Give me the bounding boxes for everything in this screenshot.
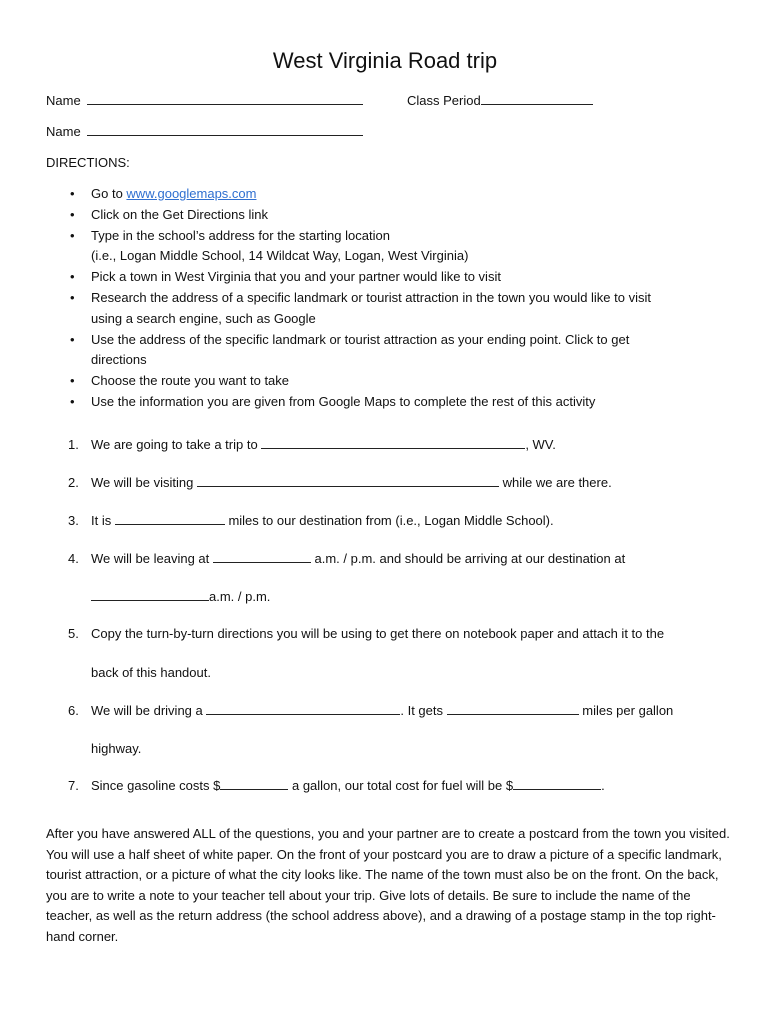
list-item: • Use the address of the specific landmark or tourist attraction as your ending point. Click to get directions [46,330,736,372]
question-4: 4. We will be leaving at a.m. / p.m. and should be arriving at our destination at [68,551,626,566]
page-title: West Virginia Road trip [272,48,498,73]
list-item: • Type in the school’s address for the starting location (i.e., Logan Middle School, 14 Wildcat Way, Logan, West Virginia) [46,226,736,268]
class-period-line [407,93,593,108]
class-period-label: Class Period [407,93,481,108]
question-4-continued: a.m. / p.m. [91,589,270,604]
question-5-continued: back of this handout. [91,665,211,680]
name-label: Name [46,124,81,139]
list-item: • Go to www.googlemaps.com [46,184,736,205]
leaving-time-blank[interactable] [213,551,311,563]
list-item: • Choose the route you want to take [46,371,736,392]
directions-list [46,184,736,413]
list-item: • Pick a town in West Virginia that you and your partner would like to visit [46,267,736,288]
question-2: 2. We will be visiting while we are there. [68,475,612,490]
vehicle-blank[interactable] [206,703,400,715]
question-5: 5. Copy the turn-by-turn directions you will be using to get there on notebook paper and attach it to the [68,626,665,641]
landmark-blank[interactable] [197,475,499,487]
googlemaps-link[interactable]: www.googlemaps.com [126,186,257,201]
name-blank-2[interactable] [87,124,363,136]
question-6-continued: highway. [91,741,142,756]
total-fuel-cost-blank[interactable] [513,778,601,790]
class-period-blank[interactable] [481,93,593,105]
postcard-instructions: After you have answered ALL of the questions, you and your partner are to create a postcard from the town you visited. You will use a half sheet of white paper. On the front of your postcard you are to draw a picture of a specific landmark, tourist attraction, or a picture of what the city looks like. The name of the town must also be on the front. On the back, you are to write a note to your teacher tell about your trip. Give lots of details. Be sure to include the name of the teacher, as well as the return address (the school address above), and a drawing of a postage stamp in the top right-hand corner. [46,826,730,944]
question-7: 7. Since gasoline costs $ a gallon, our total cost for fuel will be $ . [68,778,605,793]
miles-blank[interactable] [115,513,225,525]
arrival-time-blank[interactable] [91,589,209,601]
destination-town-blank[interactable] [261,437,525,449]
list-item: • Research the address of a specific landmark or tourist attraction in the town you would like to visit using a search engine, such as Google [46,288,736,330]
question-1: 1. We are going to take a trip to , WV. [68,437,556,452]
question-3: 3. It is miles to our destination from (i.e., Logan Middle School). [68,513,554,528]
name-blank-1[interactable] [87,93,363,105]
name-line-2 [46,124,363,139]
question-6: 6. We will be driving a . It gets miles per gallon [68,703,674,718]
list-item: • Click on the Get Directions link [46,205,736,226]
list-item: • Use the information you are given from Google Maps to complete the rest of this activity [46,392,736,413]
gas-price-blank[interactable] [220,778,288,790]
directions-heading: DIRECTIONS: [46,155,130,170]
name-line-1 [46,93,363,108]
name-label: Name [46,93,81,108]
mpg-blank[interactable] [447,703,579,715]
